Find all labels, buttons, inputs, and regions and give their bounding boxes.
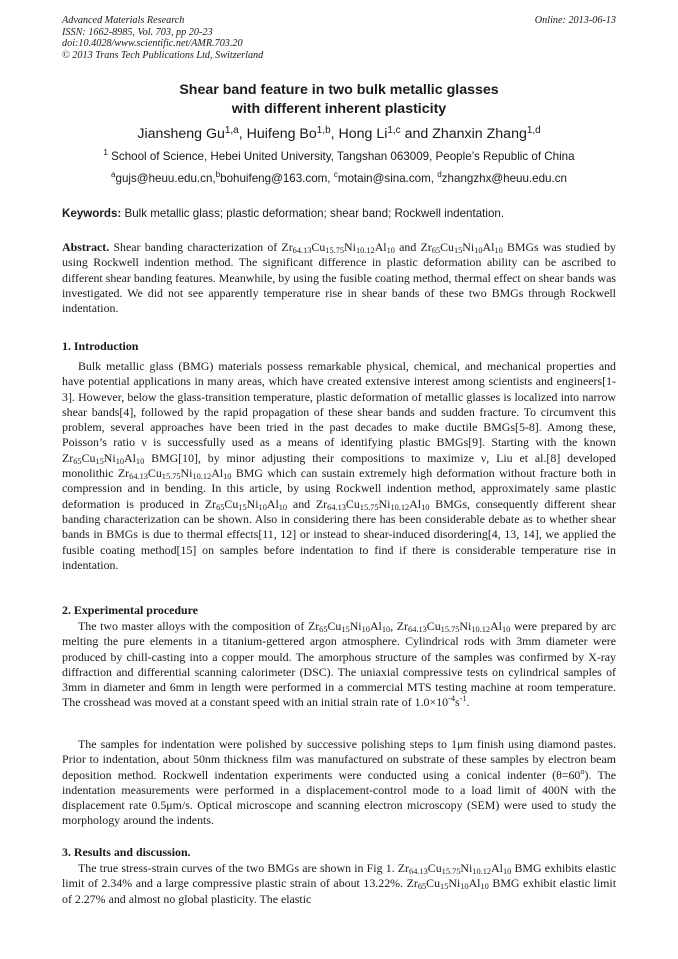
abstract-text: Al xyxy=(374,240,387,254)
author-emails xyxy=(62,172,616,186)
subscript: 10 xyxy=(278,502,288,512)
subscript: 10 xyxy=(494,246,503,255)
subscript: 10 xyxy=(258,502,267,512)
paragraph-text: Ni xyxy=(349,619,362,633)
paragraph-text: . xyxy=(466,695,470,710)
section-heading-experimental: 2. Experimental procedure xyxy=(62,603,198,617)
subscript: 10 xyxy=(223,472,232,482)
abstract-text: Al xyxy=(482,240,495,254)
paragraph-text: Al xyxy=(490,619,502,633)
affiliation-text: School of Science, Hebei United University, Tangshan 063009, People’s Republic of China xyxy=(107,150,575,163)
author-affil-mark: 1,a xyxy=(224,125,239,136)
superscript: -4 xyxy=(448,694,456,704)
subscript: 15.75 xyxy=(441,867,461,876)
subscript: 15.75 xyxy=(440,625,460,634)
paragraph-text: Al xyxy=(369,619,382,633)
paper-title xyxy=(62,81,616,119)
email-link[interactable]: bohuifeng@163.com, xyxy=(220,172,334,185)
journal-name: Advanced Materials Research xyxy=(62,15,185,26)
subscript: 64.13 xyxy=(409,867,428,876)
email-mark: d xyxy=(437,170,442,179)
abstract-text: Ni xyxy=(344,240,356,254)
email-link[interactable]: zhangzhx@heuu.edu.cn xyxy=(441,172,567,185)
paragraph-text: Ni xyxy=(180,466,193,481)
author-name: Huifeng Bo xyxy=(246,126,317,142)
abstract-text: BMGs was studied by using Rockwell indention method. The significant difference in plastic deformation ability can be ascribed to different shear banding features. Meanwhile, by using the fusible coating method, thermal effect on shear bands was investigated. We did not see apparently temperature rise in shear bands of these two BMGs through Rockwell indentation. xyxy=(62,240,616,316)
keywords-text: Bulk metallic glass; plastic deformation; shear band; Rockwell indentation. xyxy=(121,207,505,220)
abstract-text: Ni xyxy=(462,240,475,254)
abstract-text: Cu xyxy=(311,240,326,254)
abstract-text: Cu xyxy=(440,240,454,254)
paragraph-text: Ni xyxy=(459,619,472,633)
paragraph-text: , Zr xyxy=(390,619,409,633)
email-mark: a xyxy=(111,170,116,179)
paragraph-text: Cu xyxy=(327,619,342,633)
journal-copyright: © 2013 Trans Tech Publications Ltd, Switzerland xyxy=(62,49,264,61)
subscript: 10.12 xyxy=(390,502,410,512)
email-link[interactable]: motain@sina.com, xyxy=(337,172,438,185)
author-list xyxy=(62,126,616,143)
superscript: -1 xyxy=(459,694,467,704)
subscript: 10 xyxy=(501,625,511,634)
subscript: 10.12 xyxy=(355,246,375,255)
author-name: Hong Li xyxy=(338,126,388,142)
affiliation-mark: 1 xyxy=(103,148,108,157)
subscript: 10 xyxy=(135,456,145,466)
keywords xyxy=(62,207,616,221)
introduction-paragraph xyxy=(62,359,616,573)
experimental-paragraph-2 xyxy=(62,737,616,829)
subscript: 64.13 xyxy=(327,502,346,512)
subscript: 10 xyxy=(480,882,489,892)
abstract-text: and Zr xyxy=(394,240,432,254)
subscript: 64.13 xyxy=(292,246,312,255)
email-mark: c xyxy=(333,170,338,179)
subscript: 10 xyxy=(381,625,391,634)
author-affil-mark: 1,d xyxy=(526,125,541,136)
subscript: 10 xyxy=(502,867,512,876)
subscript: 65 xyxy=(431,246,441,255)
paragraph-text: Al xyxy=(266,496,279,511)
subscript: 15 xyxy=(440,882,449,892)
abstract-text: Shear banding characterization of Zr xyxy=(109,240,293,254)
subscript: 10 xyxy=(361,625,370,634)
paragraph-text: BMG exhibits elastic limit of 2.34% and a large compressive plastic strain of about 13.22%. Zr xyxy=(62,861,616,891)
affiliation xyxy=(62,150,616,164)
paragraph-text: The two master alloys with the composition of Zr xyxy=(78,619,320,633)
section-heading-results: 3. Results and discussion. xyxy=(62,845,191,859)
paragraph-text: Cu xyxy=(426,619,441,633)
paragraph-text: Cu xyxy=(345,496,360,511)
paragraph-text: Cu xyxy=(426,876,441,891)
subscript: 15 xyxy=(95,456,104,466)
subscript: 65 xyxy=(417,882,427,892)
superscript: o xyxy=(580,766,585,776)
subscript: 64.13 xyxy=(408,625,427,634)
email-link[interactable]: gujs@heuu.edu.cn, xyxy=(115,172,216,185)
subscript: 65 xyxy=(216,502,225,512)
paragraph-text: ). The indentation measurements were performed in a displacement-control mode to a load limit of 400N with the displacement rate 0.5μm/s. Optical microscope and scanning electron microscopy (SEM) were used to study the morphology around the indents. xyxy=(62,767,616,828)
paragraph-text: Ni xyxy=(448,876,461,891)
paragraph-text: and Zr xyxy=(287,496,328,511)
paragraph-text: Ni xyxy=(246,496,259,511)
subscript: 15 xyxy=(238,502,247,512)
keywords-label: Keywords: xyxy=(62,207,122,220)
online-date: Online: 2013-06-13 xyxy=(534,15,616,26)
author-separator: , xyxy=(238,126,247,142)
paragraph-text: Ni xyxy=(103,450,116,465)
paragraph-text: Ni xyxy=(378,496,391,511)
subscript: 10 xyxy=(386,246,395,255)
author-separator: , xyxy=(330,126,339,142)
paragraph-text: The samples for indentation were polished by successive polishing steps to 1μm finish using diamond pastes. Prior to indentation, about 50nm thickness film was manufactured on substrate of these samples by electron beam deposition method. Rockwell indentation experiments were conducted using a conical indenter (θ=60 xyxy=(62,737,616,782)
author-name: Zhanxin Zhang xyxy=(432,126,527,142)
journal-header xyxy=(62,15,616,61)
section-heading-introduction: 1. Introduction xyxy=(62,339,139,353)
paragraph-text: BMGs, consequently different shear banding characterization can be shown. Also in considering there has been considerable debate as to whether shear bands in BMGs is due to thermal effects[11, 12] or instead to shear-induced disordering[4, 13, 14], we applied the fusible coating method[15] on samples before indentation to find if there is considerable temperature rise in indentation. xyxy=(62,496,616,572)
subscript: 10.12 xyxy=(192,472,212,482)
paragraph-text: Cu xyxy=(427,861,442,875)
paragraph-text: The true stress-strain curves of the two BMGs are shown in Fig 1. Zr xyxy=(78,861,410,875)
subscript: 10 xyxy=(460,882,469,892)
journal-doi: doi:10.4028/www.scientific.net/AMR.703.20 xyxy=(62,38,243,50)
abstract xyxy=(62,240,616,316)
paragraph-text: Al xyxy=(124,450,136,465)
subscript: 15.75 xyxy=(325,246,345,255)
journal-issn: ISSN: 1662-8985, Vol. 703, pp 20-23 xyxy=(62,26,213,38)
experimental-paragraph-1 xyxy=(62,619,616,711)
subscript: 15.75 xyxy=(359,502,379,512)
subscript: 10.12 xyxy=(471,625,491,634)
paragraph-text: s xyxy=(455,695,460,710)
subscript: 10 xyxy=(474,246,483,255)
subscript: 10 xyxy=(115,456,125,466)
subscript: 65 xyxy=(73,456,82,466)
paragraph-text: Al xyxy=(409,496,422,511)
author-separator: and xyxy=(400,126,433,142)
paragraph-text: BMG[10], by minor adjusting their compositions to maximize ν, Liu et al.[8] developed monolithic Zr xyxy=(62,450,616,481)
subscript: 15.75 xyxy=(161,472,181,482)
paragraph-text: Al xyxy=(468,876,481,891)
paragraph-text: BMG exhibit elastic limit of 2.27% and almost no global plasticity. The elastic xyxy=(62,876,616,906)
paragraph-text: were prepared by arc melting the pure elements in a titanium-gettered argon atmosphere. Cylindrical rods with 3mm diameter were produced by chill-casting into a copper mould. The amorphous structure of the samples was confirmed by X-ray diffraction and differential scanning calorimeter (DSC). The uniaxial compressive tests on cylindrical samples of 3mm in diameter and 6mm in length were performed in a commercial MTS testing machine at room temperature. The crosshead was moved at a constant speed with an initial strain rate of 1.0×10 xyxy=(62,619,616,710)
subscript: 15 xyxy=(341,625,350,634)
subscript: 15 xyxy=(453,246,463,255)
subscript: 10.12 xyxy=(472,867,492,876)
email-mark: b xyxy=(215,170,221,179)
paragraph-text: Ni xyxy=(460,861,473,875)
subscript: 64.13 xyxy=(129,472,148,482)
subscript: 65 xyxy=(319,625,328,634)
results-paragraph-1 xyxy=(62,861,616,907)
paragraph-text: Cu xyxy=(81,450,96,465)
paragraph-text: Bulk metallic glass (BMG) materials possess remarkable physical, chemical, and mechanical properties and have potential applications in many areas, which have created extensive interest among scientists and engineers[1-3]. However, below the glass-transition temperature, plastic deformation of metallic glasses is localized into narrow shear bands[4], followed by the rapid propagation of these shear bands and sudden fracture. To circumvent this problem, several approaches have been tried in the past decades to make ductile BMGs[5-8]. Among these, Poisson’s ratio ν is successfully used as a means of identifying plastic BMGs[9]. Starting with the known Zr xyxy=(62,359,616,465)
abstract-label: Abstract. xyxy=(62,240,110,254)
paragraph-text: Al xyxy=(211,466,224,481)
paragraph-text: Cu xyxy=(224,496,239,511)
author-name: Jiansheng Gu xyxy=(137,126,225,142)
author-affil-mark: 1,b xyxy=(316,125,331,136)
paragraph-text: Cu xyxy=(147,466,162,481)
paragraph-text: BMG which can sustain extremely high deformation without fracture both in compression and in bending. In this article, by using Rockwell indention method, approximately same plastic deformation is produced in Zr xyxy=(62,466,617,511)
title-line-2: with different inherent plasticity xyxy=(231,101,447,117)
paragraph-text: Al xyxy=(491,861,503,875)
subscript: 10 xyxy=(421,502,430,512)
title-line-1: Shear band feature in two bulk metallic glasses xyxy=(179,82,499,98)
author-affil-mark: 1,c xyxy=(387,125,401,136)
